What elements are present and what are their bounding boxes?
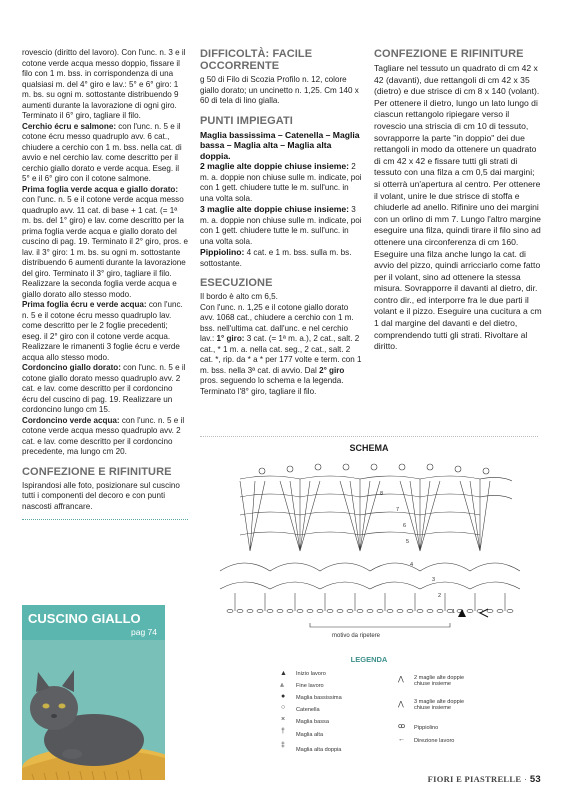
column-left bbox=[22, 48, 188, 520]
crochet-diagram bbox=[200, 451, 538, 651]
treble-crochet-icon: ‡ bbox=[281, 742, 285, 749]
card-page-ref: pag 74 bbox=[131, 627, 157, 637]
text-block bbox=[200, 204, 362, 247]
text-span: con l'unc. n. 5 e il cotone écru messo quadruplo avv. 6 cat., chiudere a cerchio con 1 m. bss. nella cat. di avvio e nel cerchio lav. come descritto per il cerchio giallo dorato e verde acqua. Eseg. il 5° e il 6° giro con il cotone salmone. bbox=[22, 121, 182, 183]
text-block bbox=[200, 303, 362, 398]
text-block: Il bordo è alto cm 6,5. bbox=[200, 292, 278, 301]
divider bbox=[22, 519, 188, 520]
text-block bbox=[22, 185, 188, 301]
column-right bbox=[374, 48, 542, 353]
legend-item: Maglia alta bbox=[296, 732, 324, 738]
section-heading: ESECUZIONE bbox=[200, 277, 273, 289]
text-block bbox=[22, 122, 188, 185]
legend-item: Pippiolino bbox=[414, 725, 439, 731]
section-heading: PUNTI IMPIEGATI bbox=[200, 114, 293, 127]
row-number: 5 bbox=[406, 539, 410, 545]
text-span: con l'unc. n. 5 e il cotone verde acqua messo quadruplo avv. 11 cat. di base + 1 cat. (= 1ª m. bs. del 1° giro) e lav. come descritto per la prima foglia verde acqua e giallo dorato del cuscino di pag. 19. Terminato il 2° giro, pros. e lav. il 3° giro: 1 m. bs. su ogni m. sottostante distribuendo 6 aumenti durante la lavorazione del giro. Terminato il 3° giro, tagliare il filo. Realizzare la seconda foglia verde acqua e giallo dorato allo stesso modo. bbox=[22, 195, 188, 299]
start-icon: ▲ bbox=[280, 670, 287, 677]
section-label: Prima foglia écru e verde acqua: bbox=[22, 300, 147, 309]
text-block bbox=[22, 363, 188, 416]
text-span: 3 cat. (= 1ª m. a.), 2 cat., salt. 2 cat., * 1 m. a. nella cat. seg., 2 cat., salt. 2 cat. *, rip. da * a * per 177 volte e term. con 1 m. bss. nella 3ª cat. di avvio. Dal bbox=[200, 334, 362, 375]
text-span: con l'unc. n. 5 e il cotone verde acqua messo quadruplo avv. 2 cat. e lav. come descritto per il cordoncino precedente, ma lungo cm 20. bbox=[22, 415, 185, 456]
section-label: 3 maglie alte doppie chiuse insieme: bbox=[200, 204, 350, 214]
row-number: 4 bbox=[410, 562, 414, 568]
three-treble-together-icon: ⋀ bbox=[398, 701, 404, 708]
end-icon: ⩓ bbox=[280, 682, 284, 689]
text-span: Con l'unc. n. 1,25 e il cotone giallo dorato avv. 1068 cat., chiudere a cerchio con 1 m. bss. nell'ultima cat. dall'unc. e nel cerchio lav.: bbox=[200, 302, 354, 343]
row-number: 3 bbox=[432, 577, 436, 583]
single-crochet-icon: × bbox=[281, 716, 286, 723]
card-title: CUSCINO GIALLO bbox=[28, 611, 141, 626]
text-block: Tagliare nel tessuto un quadrato di cm 42 x 42 (davanti), due rettangoli di cm 42 x 35 (dietro) e due strisce di cm 8 x 140 (volant). Per ottenere il dietro, lungo un lato lungo di ciascun rettangolo ripiegare verso il rovescio una striscia di cm 10 di tessuto, sovrapporre la parte "in doppio" dei due rettangoli in modo da ottenere un quadrato di cm 42 x 42 e fissare tutti gli strati di tessuto con una filza a cm 0,5 dai margini; si otterrà un'apertura al centro. Per ottenere il volant, unire le due strisce di stoffa e chiuderle ad anello. Rifinire uno dei margini con un orlino di mm 7. Lungo l'altro margine eseguire una filza, quindi tirare il filo sino ad ottenere una circonferenza di cm 160. Eseguire una filza anche lungo la cat. di avvio del pizzo, quindi arricciarlo come fatto per il volant, sino ad ottenere la stessa misura. Sovrapporre il davanti al dietro, dir. contro dir., ed interporre fra le due parti il volant e il pizzo. Eseguire una cucitura a cm 1 dal margine del davanti e del dietro, comprendendo tutti gli strati. Rivoltare al diritto. bbox=[374, 63, 542, 352]
section-label: 2 maglie alte doppie chiuse insieme: bbox=[200, 161, 350, 171]
crochet-schema bbox=[200, 436, 538, 757]
row-label: 2° giro bbox=[319, 365, 345, 375]
text-block bbox=[200, 161, 362, 204]
text-block: rovescio (diritto del lavoro). Con l'unc. n. 3 e il cotone verde acqua messo doppio, fissare il filo con 1 m. bss. in corrispondenza di una qualsiasi m. del 4° giro e lav.: 5° e 6° giro: 1 m. bs. su ogni m. sottostante distribuendo 9 aumenti durante la lavorazione di ogni giro. Terminato il 6° giro, tagliare il filo. bbox=[22, 48, 186, 120]
picot-icon: ꝏ bbox=[398, 723, 406, 730]
schema-title: SCHEMA bbox=[349, 443, 389, 453]
picot-row bbox=[259, 464, 489, 474]
section-heading: CONFEZIONE E RIFINITURE bbox=[374, 48, 524, 60]
row-label: 1° giro: bbox=[216, 334, 245, 343]
row-number: 6 bbox=[403, 523, 407, 529]
slip-stitch-icon: ● bbox=[281, 693, 286, 700]
section-label: Prima foglia verde acqua e giallo dorato: bbox=[22, 184, 179, 194]
row-number: 1 bbox=[452, 609, 456, 615]
text-block bbox=[22, 416, 188, 458]
section-label: Cordoncino verde acqua: bbox=[22, 415, 120, 425]
section-heading: OCCORRENTE bbox=[200, 60, 280, 72]
section-heading: DIFFICOLTÀ: FACILE bbox=[200, 48, 313, 60]
start-marker-icon bbox=[458, 609, 466, 617]
chain-row bbox=[227, 609, 513, 612]
chain-icon: ○ bbox=[281, 704, 286, 711]
text-block: Ispirandosi alle foto, posizionare sul cuscino tutti i componenti del decoro e con punti nascosti affrancare. bbox=[22, 480, 180, 511]
page-footer bbox=[428, 774, 541, 785]
magazine-name: FIORI E PIASTRELLE bbox=[427, 774, 522, 784]
direction-arrow-icon bbox=[480, 609, 488, 617]
column-middle bbox=[200, 48, 362, 397]
legend-item: Maglia bassa bbox=[296, 719, 329, 725]
section-label: Cordoncino giallo dorato: bbox=[22, 363, 121, 372]
text-block bbox=[22, 300, 188, 363]
text-span: pros. seguendo lo schema e la legenda. Terminato l'8° giro, tagliare il filo. bbox=[200, 376, 344, 396]
section-label: Pippiolino: bbox=[200, 247, 245, 257]
text-span: 3 m. a. doppie non chiuse sulle m. indicate, poi con 1 gett. chiudere tutte le m. sull'unc. in una volta sola. bbox=[200, 205, 362, 246]
text-span: con l'unc. n. 5 e il cotone écru messo quadruplo lav. come descritto per le 2 foglie precedenti; eseg. il 2° giro con il cotone verde acqua. Realizzare le rimanenti 3 foglie écru e verde acqua allo stesso modo. bbox=[22, 300, 183, 362]
footer-separator: · bbox=[524, 774, 528, 784]
legend-item: Maglia bassissima bbox=[296, 695, 342, 701]
stitch-list: Maglia bassissima – Catenella – Maglia bassa – Maglia alta – Maglia alta doppia. bbox=[200, 129, 360, 161]
text-span: 4 cat. e 1 m. bss. sulla m. bs. sottostante. bbox=[200, 248, 352, 268]
legend-item: 3 maglie alte doppie chiuse insieme bbox=[414, 699, 465, 711]
legend-item: 2 maglie alte doppie chiuse insieme bbox=[414, 675, 465, 687]
project-card bbox=[22, 605, 165, 780]
legend-item: Direzione lavoro bbox=[414, 738, 455, 744]
section-heading: CONFEZIONE E RIFINITURE bbox=[22, 465, 172, 478]
text-span: con l'unc. n. 5 e il cotone giallo dorato messo quadruplo avv. 2 cat. e lav. come descritto per il cordoncino écru del cuscino di pag. 19. Realizzare un cordoncino lungo cm 15. bbox=[22, 363, 186, 414]
direction-icon: ← bbox=[398, 736, 405, 743]
row-number: 2 bbox=[438, 593, 442, 599]
legend-item: Maglia alta doppia bbox=[296, 747, 342, 753]
cat-photo bbox=[22, 640, 165, 780]
section-label: Cerchio écru e salmone: bbox=[22, 121, 117, 131]
text-span: 2 m. a. doppie non chiuse sulle m. indicate, poi con 1 gett. chiudere tutte le m. sull'unc. in una volta sola. bbox=[200, 162, 362, 203]
text-block bbox=[200, 247, 362, 269]
legend-title: LEGENDA bbox=[350, 655, 388, 664]
legend-item: Inizio lavoro bbox=[296, 671, 326, 677]
row-number: 7 bbox=[396, 507, 400, 513]
page-number: 53 bbox=[529, 774, 541, 785]
repeat-label: motivo da ripetere bbox=[332, 633, 381, 639]
text-block: g 50 di Filo di Scozia Profilo n. 12, colore giallo dorato; un uncinetto n. 1,25. Cm 140 x 60 di tela di lino gialla. bbox=[200, 75, 359, 105]
legend-item: Fine lavoro bbox=[296, 683, 324, 689]
two-treble-together-icon: ⋀ bbox=[398, 676, 404, 683]
double-crochet-icon: † bbox=[281, 728, 285, 735]
legend-item: Catenella bbox=[296, 707, 320, 713]
row-number: 8 bbox=[380, 491, 384, 497]
cat-on-cushion-image bbox=[22, 640, 165, 780]
